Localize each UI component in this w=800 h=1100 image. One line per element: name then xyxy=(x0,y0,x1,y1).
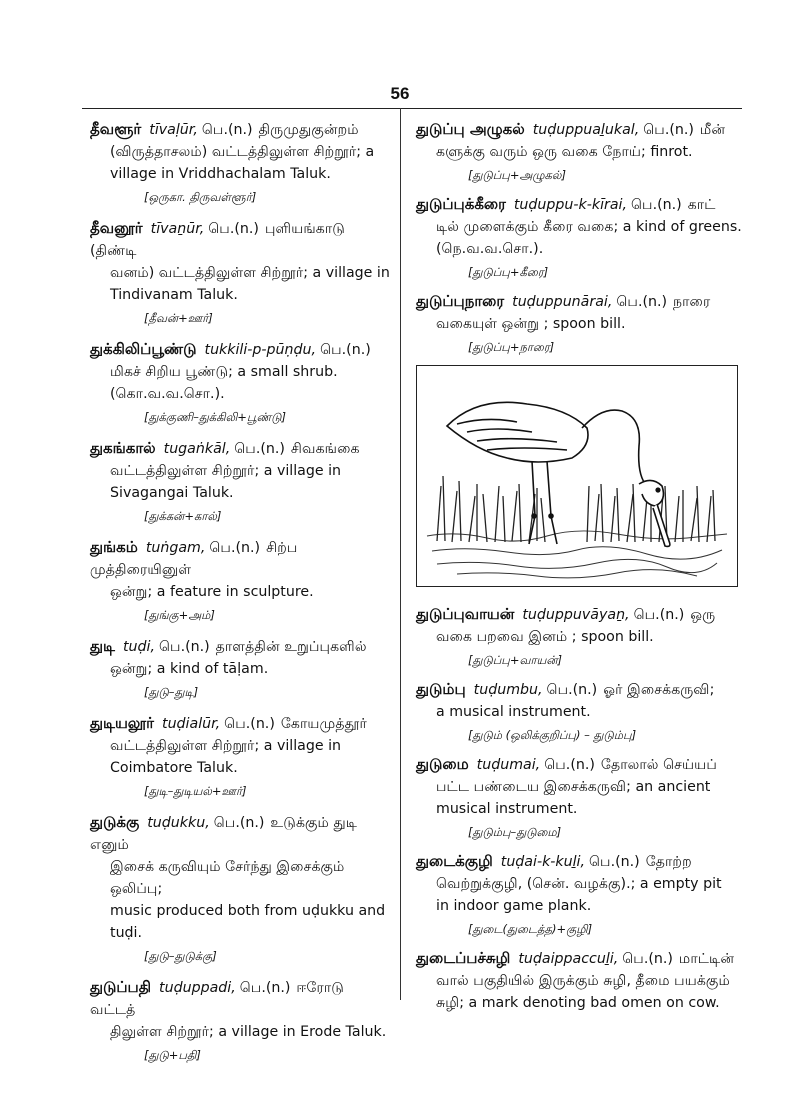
definition-line: தோலால் செய்யப் xyxy=(600,757,717,773)
definition-line: a musical instrument. xyxy=(436,704,591,720)
definition-line: காட் xyxy=(687,197,716,213)
definition-line: புளியங்காடு (திண்டி xyxy=(90,221,345,259)
etymology: [துடி–துடியல்+ஊர்] xyxy=(144,784,247,798)
part-of-speech: பெ.(n.) xyxy=(158,639,210,655)
headword: துடி xyxy=(90,637,115,655)
etymology: [துடுப்பு+வாயன்] xyxy=(468,653,562,667)
definition-line: (விருத்தாசலம்) வட்டத்திலுள்ள சிற்றூர்; a xyxy=(110,144,375,160)
etymology: [துடுப்பு+அழுகல்] xyxy=(468,168,566,182)
transliteration: tuḍai-k-kuḻi, xyxy=(500,854,586,870)
definition-line: நாரை xyxy=(673,294,711,310)
dictionary-entry xyxy=(416,947,746,1014)
transliteration: tuḍumbu, xyxy=(473,682,543,698)
dictionary-entry xyxy=(416,118,746,163)
definition-line: பட்ட பண்டைய இசைக்கருவி; an ancient xyxy=(436,779,711,795)
etymology: [துடு+பதி] xyxy=(144,1048,201,1062)
definition-line: tuḍi. xyxy=(110,925,143,941)
dictionary-entry xyxy=(416,753,746,820)
part-of-speech: பெ.(n.) xyxy=(234,441,285,457)
etymology: [ஒருகா. திருவள்ளூர்] xyxy=(144,190,257,204)
headword: துடுப்பதி xyxy=(90,978,152,996)
headword: துடைப்பச்சுழி xyxy=(416,949,511,967)
transliteration: tukkili-p-pūṇḍu, xyxy=(204,342,317,358)
transliteration: tuṅgam, xyxy=(145,540,206,556)
definition-line: musical instrument. xyxy=(436,801,578,817)
etymology: [துடு–துடி] xyxy=(144,685,199,699)
part-of-speech: பெ.(n.) xyxy=(616,294,668,310)
etymology: [துடுப்பு+நாரை] xyxy=(468,340,555,354)
dictionary-entry xyxy=(90,976,390,1043)
definition-line: village in Vriddhachalam Taluk. xyxy=(110,166,331,182)
transliteration: tuḍuppunārai, xyxy=(512,294,613,310)
definition-line: music produced both from uḍukku and xyxy=(110,903,386,919)
headword: தீவனூர் xyxy=(90,219,143,237)
definition-line: களுக்கு வரும் ஒரு வகை நோய்; finrot. xyxy=(436,144,693,160)
part-of-speech: பெ.(n.) xyxy=(544,757,595,773)
part-of-speech: பெ.(n.) xyxy=(631,197,682,213)
transliteration: tuḍuppuvāyaṉ, xyxy=(522,607,630,623)
etymology: [துக்குணி–துக்கிலி+பூண்டு] xyxy=(144,410,287,424)
definition-line: சிற்ப முத்திரையினுள் xyxy=(90,540,298,578)
definition-line: Sivagangai Taluk. xyxy=(110,485,234,501)
definition-line: தோற்ற xyxy=(645,854,692,870)
dictionary-entry xyxy=(90,338,390,405)
part-of-speech: பெ.(n.) xyxy=(633,607,685,623)
dictionary-entry xyxy=(416,193,746,260)
dictionary-entry xyxy=(90,118,390,185)
part-of-speech: பெ.(n.) xyxy=(320,342,371,358)
etymology: [தீவன்+ஊர்] xyxy=(144,311,213,325)
transliteration: tīvaḷūr, xyxy=(149,122,198,138)
transliteration: tīvaṉūr, xyxy=(150,221,205,237)
definition-line: சுழி; a mark denoting bad omen on cow. xyxy=(436,995,720,1011)
definition-line: ஓர் இசைக்கருவி; xyxy=(603,682,715,698)
definition-line: Tindivanam Taluk. xyxy=(110,287,238,303)
bird-drawing xyxy=(417,366,737,586)
headword: துடுப்புக்கீரை xyxy=(416,195,506,213)
part-of-speech: பெ.(n.) xyxy=(224,716,275,732)
etymology: [துடும்பு–துடுமை] xyxy=(468,825,562,839)
part-of-speech: பெ.(n.) xyxy=(546,682,598,698)
definition-line: தாளத்தின் உறுப்புகளில் xyxy=(215,639,367,655)
definition-line: திலுள்ள சிற்றூர்; a village in Erode Taluk. xyxy=(110,1024,387,1040)
part-of-speech: பெ.(n.) xyxy=(643,122,694,138)
dictionary-entry xyxy=(416,603,746,648)
etymology: [துங்கு+அம்] xyxy=(144,608,215,622)
definition-line: ஒன்று; a feature in sculpture. xyxy=(110,584,314,600)
dictionary-entry xyxy=(90,712,390,779)
part-of-speech: பெ.(n.) xyxy=(208,221,259,237)
dictionary-entry xyxy=(90,217,390,306)
definition-line: உடுக்கும் துடி எனும் xyxy=(90,815,358,853)
definition-line: வனம்) வட்டத்திலுள்ள சிற்றூர்; a village in xyxy=(110,265,390,281)
transliteration: tuḍuppadi, xyxy=(159,980,236,996)
transliteration: tuḍialūr, xyxy=(162,716,221,732)
dictionary-entry xyxy=(90,536,390,603)
headword: துக்கிலிப்பூண்டு xyxy=(90,340,197,358)
headword: துடியலூர் xyxy=(90,714,154,732)
dictionary-entry xyxy=(90,635,390,680)
definition-line: in indoor game plank. xyxy=(436,898,592,914)
headword: துங்கம் xyxy=(90,538,138,556)
headword: துடுமை xyxy=(416,755,469,773)
definition-line: Coimbatore Taluk. xyxy=(110,760,238,776)
headword: துடுப்பு அழுகல் xyxy=(416,120,525,138)
definition-line: ஈரோடு வட்டத் xyxy=(90,980,344,1018)
dictionary-entry xyxy=(90,811,390,944)
transliteration: tuḍaippaccuḻi, xyxy=(518,951,619,967)
right-column xyxy=(416,118,746,1018)
definition-line: இசைக் கருவியும் சேர்ந்து இசைக்கும் ஒலிப்பு; xyxy=(110,859,345,897)
part-of-speech: பெ.(n.) xyxy=(239,980,291,996)
spoon-bill-illustration xyxy=(416,365,738,587)
headword: துடுப்புவாயன் xyxy=(416,605,515,623)
definition-line: (கொ.வ.வ.சொ.). xyxy=(110,386,225,402)
etymology: [துடுப்பு+கீரை] xyxy=(468,265,549,279)
definition-line: மிகச் சிறிய பூண்டு; a small shrub. xyxy=(110,364,338,380)
transliteration: tuḍi, xyxy=(122,639,155,655)
page-number: 56 xyxy=(390,84,410,103)
column-divider xyxy=(400,108,401,1000)
headword: துடைக்குழி xyxy=(416,852,493,870)
transliteration: tuḍuppuaḻukal, xyxy=(532,122,640,138)
definition-line: திருமுதுகுன்றம் xyxy=(258,122,359,138)
part-of-speech: பெ.(n.) xyxy=(209,540,261,556)
etymology: [துக்கன்+கால்] xyxy=(144,509,222,523)
definition-line: வட்டத்திலுள்ள சிற்றூர்; a village in xyxy=(110,738,342,754)
definition-line: வெற்றுக்குழி, (சென். வழக்கு).; a empty pit xyxy=(436,876,722,892)
definition-line: ஒரு xyxy=(690,607,716,623)
transliteration: tuḍumai, xyxy=(476,757,541,773)
part-of-speech: பெ.(n.) xyxy=(201,122,253,138)
dictionary-entry xyxy=(416,678,746,723)
definition-line: மாட்டின் xyxy=(678,951,735,967)
dictionary-entry xyxy=(416,290,746,335)
definition-line: வட்டத்திலுள்ள சிற்றூர்; a village in xyxy=(110,463,342,479)
headword: துடுப்புநாரை xyxy=(416,292,505,310)
definition-line: வகை பறவை இனம் ; spoon bill. xyxy=(436,629,654,645)
transliteration: tuḍukku, xyxy=(147,815,210,831)
definition-line: ஒன்று; a kind of tāḷam. xyxy=(110,661,269,677)
transliteration: tugaṅkāl, xyxy=(163,441,231,457)
dictionary-entry xyxy=(90,437,390,504)
headword: துகங்கால் xyxy=(90,439,156,457)
definition-line: சிவகங்கை xyxy=(290,441,360,457)
headword: துடும்பு xyxy=(416,680,466,698)
definition-line: மீன் xyxy=(699,122,726,138)
part-of-speech: பெ.(n.) xyxy=(589,854,640,870)
definition-line: டில் முளைக்கும் கீரை வகை; a kind of greens. xyxy=(436,219,742,235)
header-rule xyxy=(82,108,742,109)
definition-line: கோயமுத்தூர் xyxy=(280,716,367,732)
left-column xyxy=(90,118,390,1075)
part-of-speech: பெ.(n.) xyxy=(622,951,673,967)
dictionary-entry xyxy=(416,850,746,917)
etymology: [துடை(துடைத்த)+குழி] xyxy=(468,922,593,936)
definition-line: வால் பகுதியில் இருக்கும் சுழி, தீமை பயக்கும் xyxy=(436,973,730,989)
part-of-speech: பெ.(n.) xyxy=(213,815,265,831)
headword: தீவளூர் xyxy=(90,120,142,138)
definition-line: வகையுள் ஒன்று ; spoon bill. xyxy=(436,316,626,332)
definition-line: (நெ.வ.வ.சொ.). xyxy=(436,241,544,257)
etymology: [துடு–துடுக்கு] xyxy=(144,949,217,963)
transliteration: tuḍuppu-k-kīrai, xyxy=(513,197,628,213)
headword: துடுக்கு xyxy=(90,813,140,831)
etymology: [துடும் (ஒலிக்குறிப்பு) – துடும்பு] xyxy=(468,728,637,742)
